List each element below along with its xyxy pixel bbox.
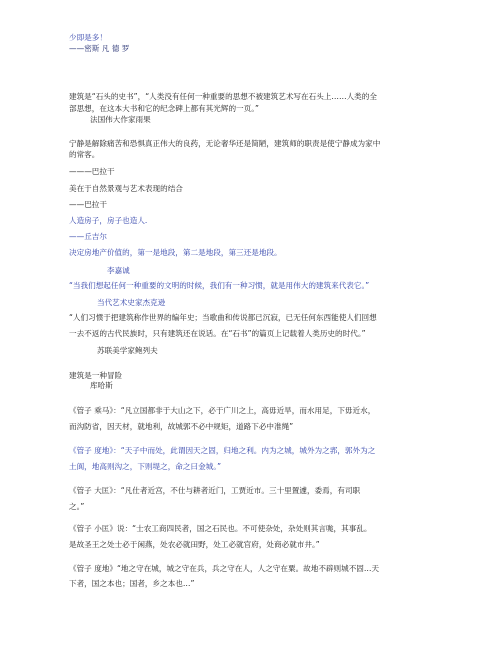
text-line: 建筑是一种冒险 bbox=[69, 371, 123, 380]
text-line: ——丘吉尔 bbox=[69, 232, 107, 241]
text-line: “人们习惯于把建筑称作世界的编年史；当歌曲和传说都已沉寂，已无任何东西能使人们回想 bbox=[69, 313, 377, 322]
text-line: 土阆，地高则沟之，下则堤之，命之曰金城。” bbox=[69, 462, 222, 471]
text-line: 库哈斯 bbox=[90, 381, 113, 390]
text-line: 建筑是“石头的史书”，“人类没有任何一种重要的思想不被建筑艺术写在石头上……人类的全 bbox=[69, 92, 377, 101]
text-line: 《管子 度地》“地之守在城，城之守在兵，兵之守在人，人之守在粟。故地不辟则城不固…天 bbox=[69, 564, 380, 573]
text-line: 当代艺术史家杰克逊 bbox=[97, 298, 166, 307]
text-line: 决定房地产价值的，第一是地段，第二是地段，第三还是地段。 bbox=[69, 248, 282, 257]
text-line: 人造房子，房子也造人. bbox=[69, 216, 148, 225]
text-line: 法国伟大作家雨果 bbox=[90, 115, 151, 124]
text-line: ———巴拉干 bbox=[69, 167, 115, 176]
text-line: 宁静是解除痛苦和恐惧真正伟大的良药，无论奢华还是简陋，建筑师的职责是使宁静成为家中 bbox=[69, 139, 381, 148]
text-line: 下者，国之本也；国者，乡之本也…” bbox=[69, 579, 195, 588]
text-line: ——巴拉干 bbox=[69, 200, 107, 209]
text-line: 部思想，在这本大书和它的纪念碑上都有其光辉的一页。” bbox=[69, 104, 259, 113]
text-line: 美在于自然景观与艺术表现的结合 bbox=[69, 184, 183, 193]
text-line: 少即是多！ bbox=[69, 33, 107, 42]
text-line: 李嘉诚 bbox=[107, 266, 130, 275]
text-line: 之。” bbox=[69, 502, 85, 511]
text-line: 的常客。 bbox=[69, 150, 100, 159]
text-line: 而沟防省，因天材，就地利，故城郭不必中规矩，道路下必中准绳” bbox=[69, 422, 294, 431]
text-line: 苏联美学家鲍列夫 bbox=[97, 346, 158, 355]
text-line: 《管子 乘马》：“凡立国都非于大山之下，必于广川之上，高毋近旱，而水用足，下毋近水， bbox=[69, 406, 376, 415]
text-line: “当我们想起任何一种重要的文明的时候，我们有一种习惯，就是用伟大的建筑来代表它。” bbox=[69, 281, 370, 290]
text-line: 是故圣王之处士必于闲燕，处农必就田野，处工必就官府，处商必就市井。” bbox=[69, 540, 320, 549]
text-line: 《管子 大匡》：“凡仕者近宫，不仕与耕者近门，工贾近市。三十里置遽，委焉，有司职 bbox=[69, 486, 361, 495]
text-line: 一去不返的古代民族时，只有建筑还在说话。在“石书”的篇页上记载着人类历史的时代。” bbox=[69, 329, 366, 338]
text-line: ——密斯 凡 德 罗 bbox=[69, 44, 130, 53]
text-line: 《管子 度地》：“天子中而处，此谓因天之固，归地之利。内为之城，城外为之郛，郭外为之 bbox=[69, 446, 376, 455]
text-line: 《管子 小匡》说：“士农工商四民者，国之石民也。不可使杂处，杂处则其言哤，其事乱。 bbox=[69, 524, 372, 533]
